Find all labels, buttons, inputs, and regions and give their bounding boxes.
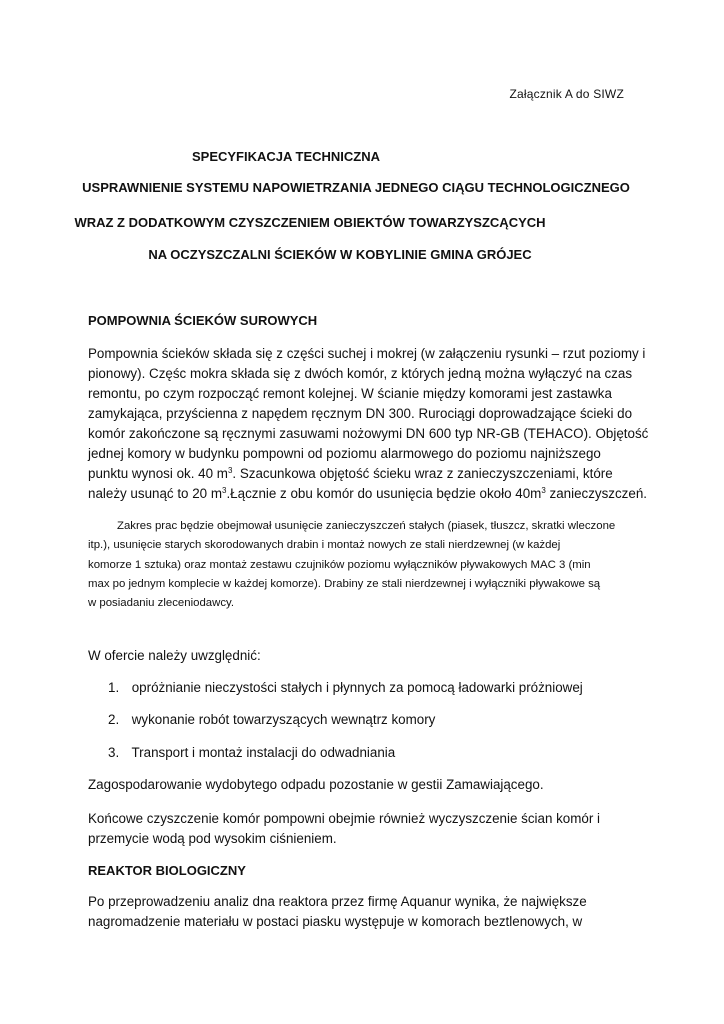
paragraph-line bbox=[88, 484, 647, 504]
list-item bbox=[108, 712, 435, 727]
text-run: .Łącznie z obu komór do usunięcia będzie około 40m bbox=[226, 486, 542, 501]
superscript: 3 bbox=[227, 466, 233, 475]
paragraph-line: przemycie wodą pod wysokim ciśnieniem. bbox=[88, 831, 337, 846]
list-text: opróżnianie nieczystości stałych i płynnych za pomocą ładowarki próżniowej bbox=[131, 680, 583, 695]
paragraph-line: jednej komory w budynku pompowni od poziomu alarmowego do poziomu najniższego bbox=[88, 446, 601, 461]
paragraph-line: Końcowe czyszczenie komór pompowni obejmie również wyczyszczenie ścian komór i bbox=[88, 811, 601, 826]
list-number: 2. bbox=[108, 712, 120, 727]
reaktor-paragraph bbox=[88, 892, 640, 932]
section-heading-reaktor: REAKTOR BIOLOGICZNY bbox=[88, 863, 246, 878]
offer-intro: W ofercie należy uwzględnić: bbox=[88, 648, 261, 663]
text-run: zanieczyszczeń. bbox=[545, 486, 647, 501]
list-text: wykonanie robót towarzyszących wewnątrz komory bbox=[131, 712, 436, 727]
scope-line: komorze 1 sztuka) oraz montaż zestawu czujników poziomu wyłączników pływakowych MAC 3 (min bbox=[88, 558, 591, 571]
title-line-2: USPRAWNIENIE SYSTEMU NAPOWIETRZANIA JEDNEGO CIĄGU TECHNOLOGICZNEGO bbox=[82, 180, 630, 195]
scope-line: w posiadaniu zleceniodawcy. bbox=[88, 597, 235, 610]
scope-line: max po jednym komplecie w każdej komorze). Drabiny ze stali nierdzewnej i wyłączniki pływakowe są bbox=[88, 577, 601, 590]
paragraph-line: Po przeprowadzeniu analiz dna reaktora przez firmę Aquanur wynika, że największe bbox=[88, 894, 587, 909]
text-run: . Szacunkowa objętość ścieku wraz z zanieczyszczeniami, które bbox=[232, 466, 613, 481]
final-cleaning-paragraph bbox=[88, 809, 640, 849]
text-run: punktu wynosi ok. 40 m bbox=[88, 466, 228, 481]
list-number: 3. bbox=[108, 745, 120, 760]
superscript: 3 bbox=[541, 486, 546, 495]
title-line-1: SPECYFIKACJA TECHNICZNA bbox=[191, 149, 381, 164]
title-line-4: NA OCZYSZCZALNI ŚCIEKÓW W KOBYLINIE GMINA GRÓJEC bbox=[148, 247, 532, 262]
title-line-3: WRAZ Z DODATKOWYM CZYSZCZENIEM OBIEKTÓW TOWARZYSZCĄCYCH bbox=[74, 215, 546, 230]
paragraph-line bbox=[88, 464, 640, 484]
scope-line: itp.), usunięcie starych skorodowanych drabin i montaż nowych ze stali nierdzewnej (w każdej bbox=[88, 539, 561, 552]
list-text: Transport i montaż instalacji do odwadniania bbox=[131, 745, 396, 760]
list-item bbox=[108, 680, 583, 695]
paragraph-line: zamykająca, przyścienna z napędem ręcznym DN 300. Rurociągi doprowadzające ścieki do bbox=[88, 406, 633, 421]
disposal-note: Zagospodarowanie wydobytego odpadu pozostanie w gestii Zamawiającego. bbox=[88, 777, 544, 792]
section-heading-pompownia: POMPOWNIA ŚCIEKÓW SUROWYCH bbox=[88, 313, 318, 328]
list-item bbox=[108, 745, 395, 760]
paragraph-line: Pompownia ścieków składa się z części suchej i mokrej (w załączeniu rysunki – rzut poziomy i bbox=[88, 346, 646, 361]
paragraph-line: pionowy). Częśc mokra składa się z dwóch komór, z których jedną można wyłączyć na czas bbox=[88, 366, 633, 381]
scope-paragraph bbox=[88, 517, 648, 613]
scope-line: Zakres prac będzie obejmował usunięcie zanieczyszczeń stałych (piasek, tłuszcz, skratki wleczone bbox=[117, 520, 616, 532]
annex-label: Załącznik A do SIWZ bbox=[509, 87, 624, 101]
pompownia-paragraph bbox=[88, 344, 649, 504]
list-number: 1. bbox=[108, 680, 120, 695]
superscript: 3 bbox=[222, 486, 227, 495]
text-run: należy usunąć to 20 m bbox=[88, 486, 222, 501]
paragraph-line: nagromadzenie materiału w postaci piasku występuje w komorach beztlenowych, w bbox=[88, 914, 583, 929]
paragraph-line: komór zakończone są ręcznymi zasuwami nożowymi DN 600 typ NR-GB (TEHACO). Objętość bbox=[88, 426, 649, 441]
paragraph-line: remontu, po czym rozpocząć remont kolejnej. W ścianie między komorami jest zastawka bbox=[88, 386, 612, 401]
